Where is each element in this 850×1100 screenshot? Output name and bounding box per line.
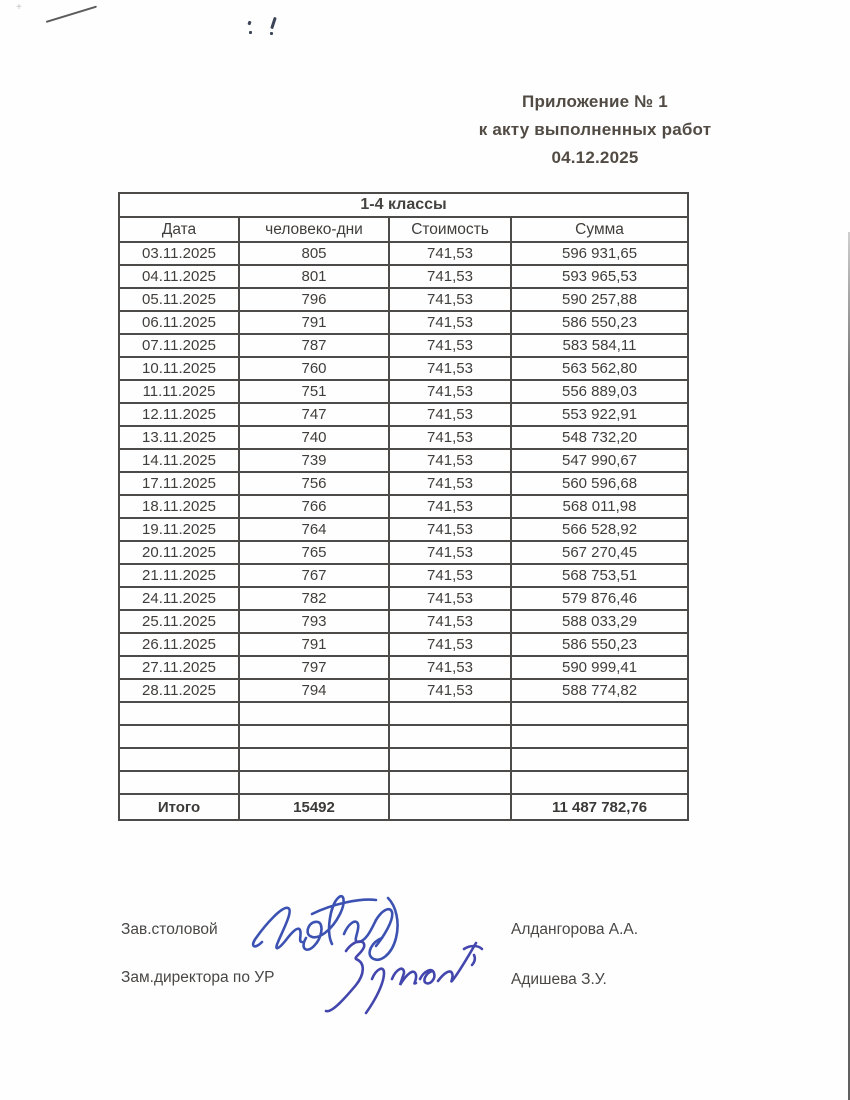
attendance-table (118, 192, 689, 821)
handwritten-signature-2 (318, 933, 488, 1019)
table-row: 19.11.2025 764 741,53 566 528,92 (119, 518, 688, 541)
scan-speck: + (16, 2, 22, 13)
empty-table-row (119, 702, 688, 725)
table-title: 1-4 классы (119, 193, 688, 217)
pen-stroke-artifact (46, 6, 97, 23)
table-row: 28.11.2025 794 741,53 588 774,82 (119, 679, 688, 702)
col-header-sum: Сумма (511, 217, 688, 242)
table-row: 24.11.2025 782 741,53 579 876,46 (119, 587, 688, 610)
table-row: 13.11.2025 740 741,53 548 732,20 (119, 426, 688, 449)
table-row: 05.11.2025 796 741,53 590 257,88 (119, 288, 688, 311)
table-body (119, 242, 688, 794)
empty-table-row (119, 771, 688, 794)
signature-role-canteen-manager: Зав.столовой (121, 921, 218, 938)
table-title-row (119, 193, 688, 217)
total-row (119, 794, 688, 820)
total-label: Итого (119, 794, 239, 820)
total-sum: 11 487 782,76 (511, 794, 688, 820)
pen-dot-artifact (270, 32, 273, 35)
table-row: 07.11.2025 787 741,53 583 584,11 (119, 334, 688, 357)
appendix-subtitle: к акту выполненных работ (478, 120, 712, 139)
document-date: 04.12.2025 (551, 148, 639, 167)
total-person-days: 15492 (239, 794, 389, 820)
table-row: 21.11.2025 767 741,53 568 753,51 (119, 564, 688, 587)
table-header-row (119, 217, 688, 242)
table-row: 11.11.2025 751 741,53 556 889,03 (119, 380, 688, 403)
table-row: 20.11.2025 765 741,53 567 270,45 (119, 541, 688, 564)
table-row: 18.11.2025 766 741,53 568 011,98 (119, 495, 688, 518)
signature-role-deputy-director: Зам.директора по УР (121, 969, 275, 986)
table-row: 14.11.2025 739 741,53 547 990,67 (119, 449, 688, 472)
signature-name-adisheva: Адишева З.У. (511, 971, 607, 988)
table-row: 26.11.2025 791 741,53 586 550,23 (119, 633, 688, 656)
document-header (455, 88, 735, 172)
empty-table-row (119, 725, 688, 748)
table-row: 04.11.2025 801 741,53 593 965,53 (119, 265, 688, 288)
table-row: 06.11.2025 791 741,53 586 550,23 (119, 311, 688, 334)
table-row: 17.11.2025 756 741,53 560 596,68 (119, 472, 688, 495)
pen-dot-artifact (247, 21, 251, 26)
table-row: 10.11.2025 760 741,53 563 562,80 (119, 357, 688, 380)
pen-dot-artifact (249, 31, 252, 34)
signature-name-aldangorova: Алдангорова А.А. (511, 921, 639, 938)
pen-dot-artifact (270, 17, 277, 29)
empty-table-row (119, 748, 688, 771)
table-row: 03.11.2025 805 741,53 596 931,65 (119, 242, 688, 265)
col-header-cost: Стоимость (389, 217, 511, 242)
col-header-person-days: человеко-дни (239, 217, 389, 242)
appendix-title: Приложение № 1 (522, 92, 668, 111)
col-header-date: Дата (119, 217, 239, 242)
total-cost (389, 794, 511, 820)
table-row: 27.11.2025 797 741,53 590 999,41 (119, 656, 688, 679)
table-row: 25.11.2025 793 741,53 588 033,29 (119, 610, 688, 633)
table-row: 12.11.2025 747 741,53 553 922,91 (119, 403, 688, 426)
